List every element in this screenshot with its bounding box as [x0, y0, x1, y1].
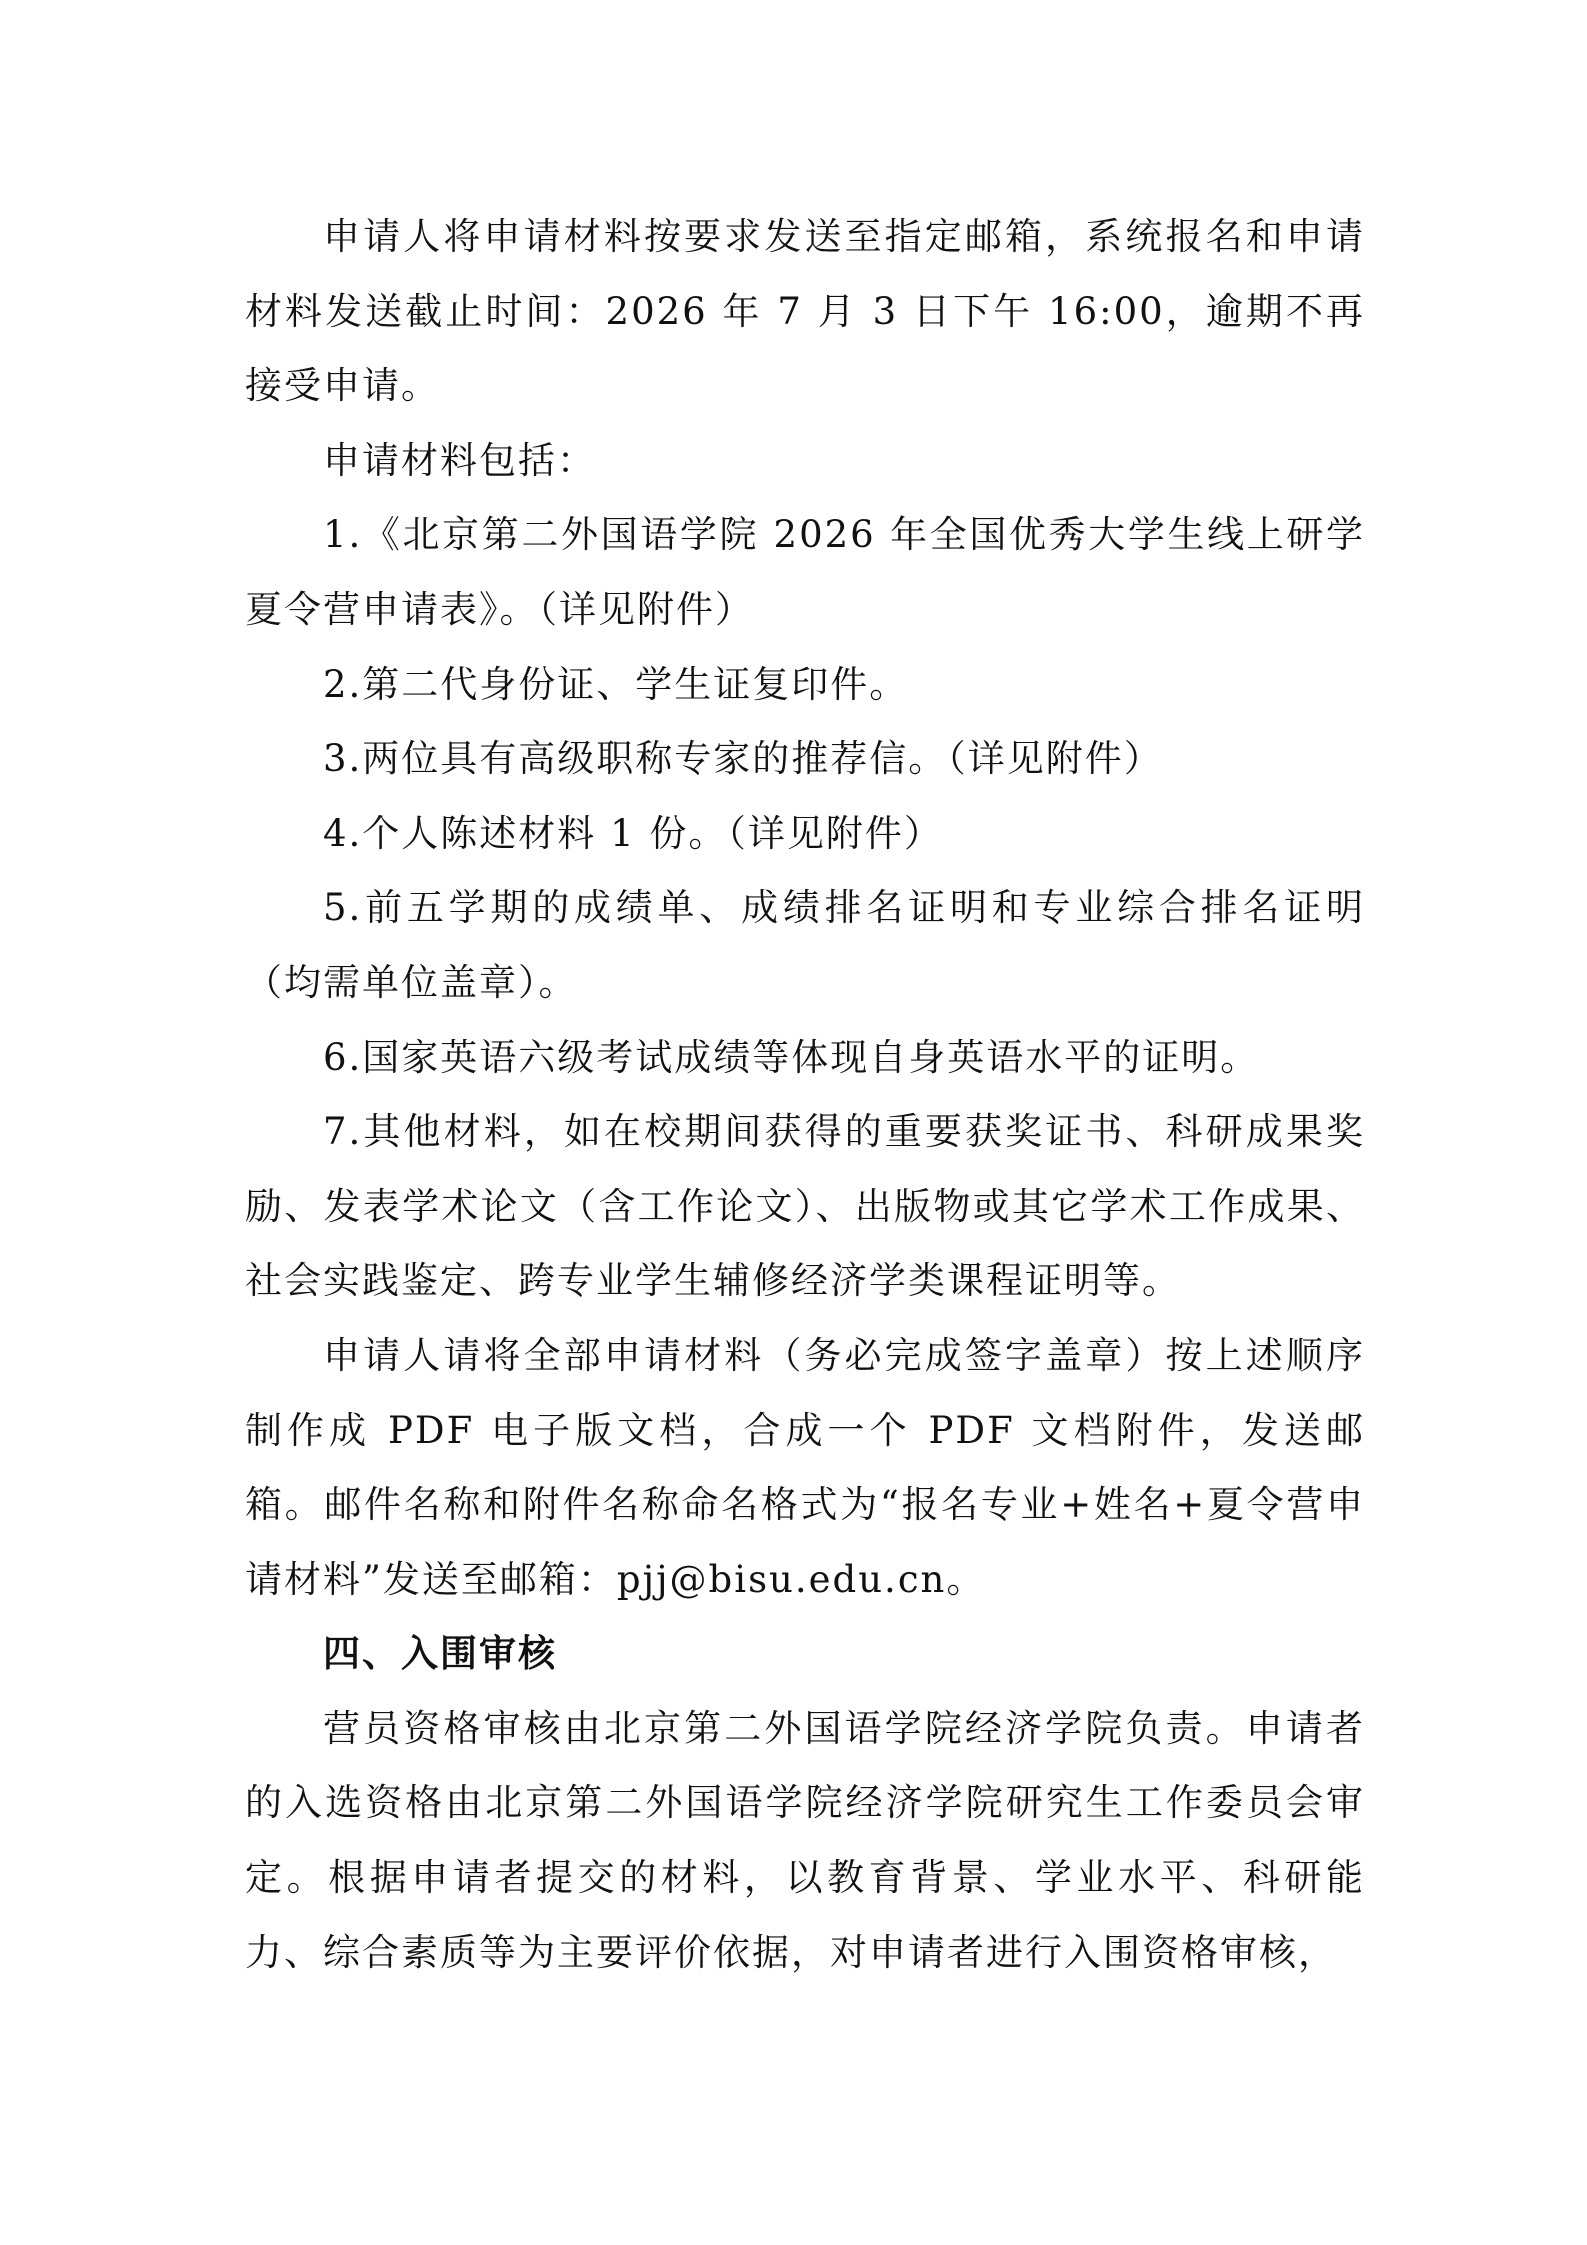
- submission-instructions: 申请人请将全部申请材料（务必完成签字盖章）按上述顺序制作成 PDF 电子版文档，合成一个 PDF 文档附件，发送邮箱。邮件名称和附件名称命名格式为“报名专业+姓名+夏令营申请材料”发送至邮箱：pjj@bisu.edu.cn。: [245, 1333, 1365, 1601]
- deadline-paragraph: 申请人将申请材料按要求发送至指定邮箱，系统报名和申请材料发送截止时间：2026 年 7 月 3 日下午 16:00，逾期不再接受申请。: [245, 215, 1365, 408]
- section-heading: 四、入围审核: [323, 1632, 557, 1676]
- material-item-3: 3.两位具有高级职称专家的推荐信。（详见附件）: [323, 737, 1163, 781]
- materials-intro: 申请材料包括：: [323, 438, 596, 482]
- material-item-1: 1.《北京第二外国语学院 2026 年全国优秀大学生线上研学夏令营申请表》。（详见附件）: [245, 513, 1365, 631]
- material-item-4: 4.个人陈述材料 1 份。（详见附件）: [323, 811, 943, 855]
- material-item-7: 7.其他材料，如在校期间获得的重要获奖证书、科研成果奖励、发表学术论文（含工作论文）、出版物或其它学术工作成果、社会实践鉴定、跨专业学生辅修经济学类课程证明等。: [245, 1110, 1365, 1303]
- material-item-6: 6.国家英语六级考试成绩等体现自身英语水平的证明。: [323, 1035, 1260, 1079]
- document-body: [245, 200, 1365, 1990]
- review-paragraph: 营员资格审核由北京第二外国语学院经济学院负责。申请者的入选资格由北京第二外国语学院经济学院研究生工作委员会审定。根据申请者提交的材料，以教育背景、学业水平、科研能力、综合素质等为主要评价依据，对申请者进行入围资格审核，: [245, 1706, 1365, 1974]
- material-item-5: 5.前五学期的成绩单、成绩排名证明和专业综合排名证明（均需单位盖章）。: [245, 886, 1365, 1004]
- material-item-2: 2.第二代身份证、学生证复印件。: [323, 662, 909, 706]
